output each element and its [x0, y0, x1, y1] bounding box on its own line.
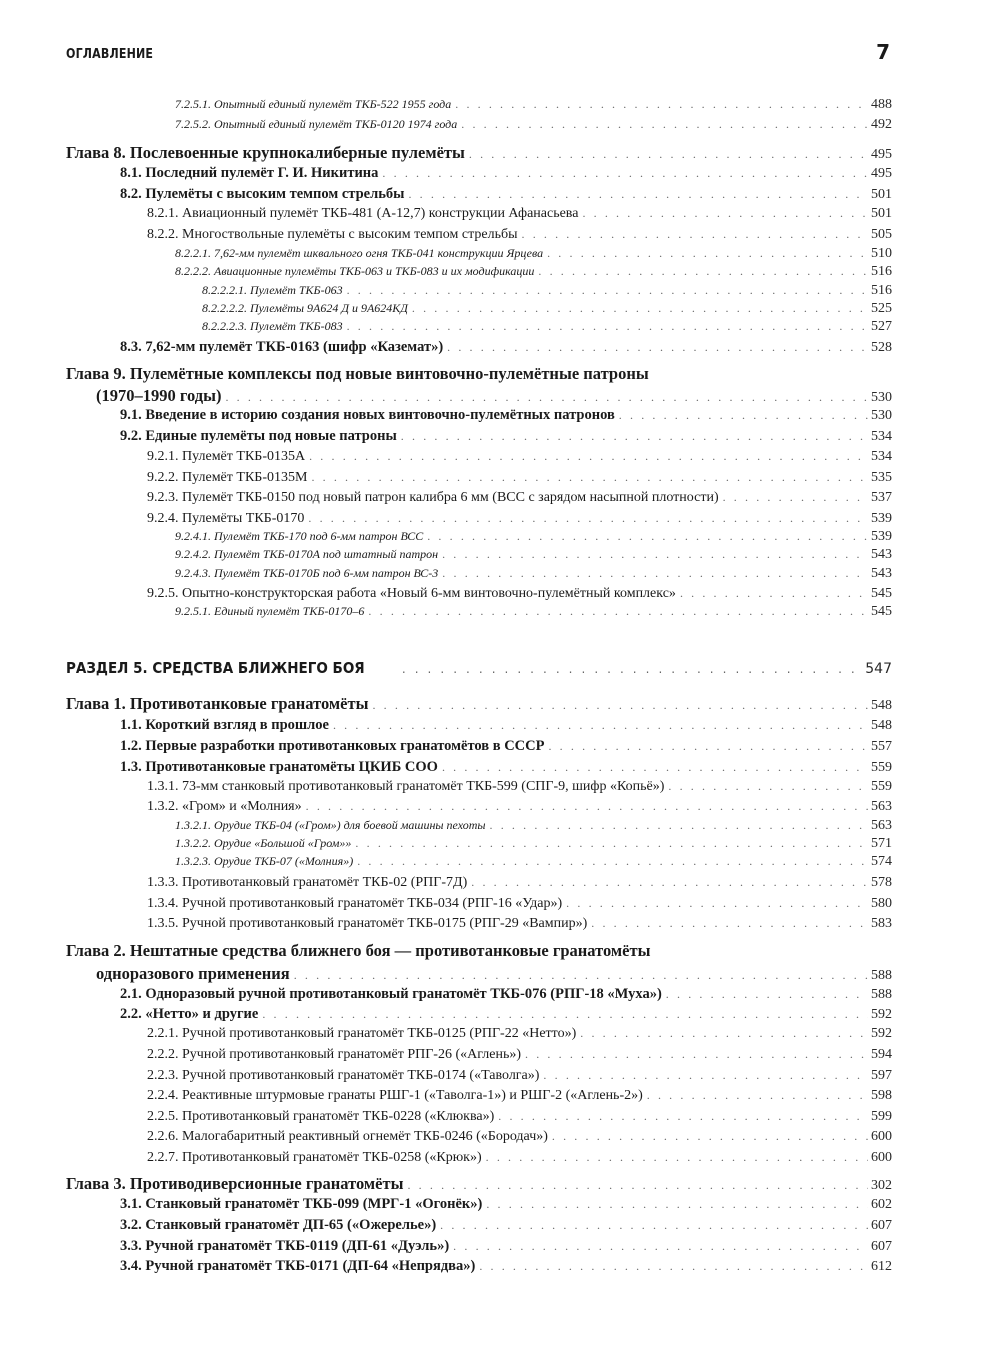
toc-page-number: 597 — [871, 1068, 892, 1083]
toc-entry — [120, 1197, 892, 1212]
dot-leader — [311, 471, 868, 483]
toc-entry — [175, 605, 892, 619]
toc-page-number: 563 — [871, 818, 892, 833]
toc-page-number: 588 — [871, 968, 892, 983]
toc-page-number: 501 — [871, 187, 892, 202]
toc-entry — [66, 943, 892, 960]
toc-entry-title: 8.2.2.2.2. Пулемёты 9А624 Д и 9А624КД — [202, 301, 408, 315]
toc-entry — [66, 145, 892, 162]
dot-leader — [427, 530, 868, 542]
toc-entry-title: 8.2.2.2.3. Пулемёт ТКБ-083 — [202, 319, 343, 333]
toc-page-number: 495 — [871, 147, 892, 162]
toc-page-number: 548 — [871, 698, 892, 713]
dot-leader — [591, 917, 868, 929]
toc-entry — [147, 917, 892, 931]
toc-entry — [120, 1259, 892, 1274]
dot-leader — [486, 1198, 868, 1210]
toc-page-number: 545 — [871, 586, 892, 601]
toc-entry-title: 8.1. Последний пулемёт Г. И. Никитина — [120, 165, 379, 181]
toc-entry-title: 1.3.2.2. Орудие «Большой «Гром»» — [175, 836, 352, 850]
toc-entry — [120, 987, 892, 1002]
toc-entry-title: 9.2.4.3. Пулемёт ТКБ-0170Б под 6-мм патрон ВС-3 — [175, 566, 439, 580]
toc-entry-title: 9.2.1. Пулемёт ТКБ-0135А — [147, 449, 306, 464]
dot-leader — [401, 430, 868, 442]
toc-entry — [147, 207, 892, 221]
toc-entry — [147, 1110, 892, 1124]
toc-page-number: 539 — [871, 511, 892, 526]
dot-leader — [447, 341, 868, 353]
toc-page-number: 580 — [871, 896, 892, 911]
toc-page-number: 607 — [871, 1218, 892, 1233]
toc-page-number: 545 — [871, 604, 892, 619]
toc-entry-title: 2.2.3. Ручной противотанковый гранатомёт ТКБ-0174 («Таволга») — [147, 1068, 540, 1083]
dot-leader — [382, 167, 868, 179]
toc-entry-title: 9.2. Единые пулемёты под новые патроны — [120, 428, 397, 444]
toc-page-number: 525 — [871, 301, 892, 316]
toc-page-number: 535 — [871, 470, 892, 485]
dot-leader — [294, 969, 868, 981]
dot-leader — [479, 1260, 868, 1272]
dot-leader — [440, 1219, 868, 1231]
dot-leader — [408, 188, 868, 200]
dot-leader — [309, 450, 868, 462]
toc-entry — [147, 471, 892, 485]
toc-page-number: 516 — [871, 264, 892, 279]
toc-page-number: 543 — [871, 547, 892, 562]
dot-leader — [522, 228, 869, 240]
toc-entry-title: 1.3.1. 73-мм станковый противотанковый гранатомёт ТКБ-599 (СПГ-9, шифр «Копьё») — [147, 779, 665, 794]
toc-entry-title: 3.1. Станковый гранатомёт ТКБ-099 (МРГ-1 «Огонёк») — [120, 1196, 483, 1212]
toc-entry-title: Глава 1. Противотанковые гранатомёты — [66, 694, 369, 713]
dot-leader — [566, 897, 868, 909]
toc-entry-title: 9.2.3. Пулемёт ТКБ-0150 под новый патрон калибра 6 мм (ВСС с зарядом насыпной плотности) — [147, 490, 719, 505]
dot-leader — [262, 1008, 868, 1020]
toc-page-number: 594 — [871, 1047, 892, 1062]
toc-entry-title: 9.2.5. Опытно-конструкторская работа «Новый 6-мм винтовочно-пулемётный комплекс» — [147, 586, 676, 601]
toc-page-number: 588 — [871, 987, 892, 1002]
toc-page-number: 501 — [871, 206, 892, 221]
toc-entry — [120, 1239, 892, 1254]
toc-page-number: 488 — [871, 97, 892, 112]
toc-entry — [175, 247, 892, 261]
toc-entry — [147, 228, 892, 242]
dot-leader — [308, 512, 868, 524]
toc-entry — [202, 302, 892, 316]
toc-entry-title: 7.2.5.1. Опытный единый пулемёт ТКБ-522 1955 года — [175, 97, 452, 111]
dot-leader — [368, 605, 868, 617]
toc-entry — [175, 530, 892, 544]
toc-entry-title: 8.3. 7,62-мм пулемёт ТКБ-0163 (шифр «Каземат») — [120, 339, 444, 355]
dot-leader — [498, 1110, 868, 1122]
toc-page-number: 607 — [871, 1239, 892, 1254]
toc-entry — [147, 1069, 892, 1083]
page-header — [60, 36, 890, 70]
toc-page-number: 571 — [871, 836, 892, 851]
toc-entry-title: 3.3. Ручной гранатомёт ТКБ-0119 (ДП-61 «Дуэль») — [120, 1238, 450, 1254]
dot-leader — [668, 780, 868, 792]
dot-leader — [543, 1069, 868, 1081]
toc-entry — [175, 819, 892, 833]
toc-entry-title: РАЗДЕЛ 5. СРЕДСТВА БЛИЖНЕГО БОЯ — [66, 659, 365, 677]
toc-entry-title: 8.2.2.2. Авиационные пулемёты ТКБ-063 и ТКБ-083 и их модификации — [175, 264, 535, 278]
toc-page-number: 592 — [871, 1007, 892, 1022]
toc-page-number: 557 — [871, 739, 892, 754]
dot-leader — [402, 663, 862, 675]
toc-entry-title: (1970–1990 годы) — [96, 386, 222, 405]
toc-entry — [120, 739, 892, 754]
toc-entry — [147, 876, 892, 890]
toc-entry-title: Глава 3. Противодиверсионные гранатомёты — [66, 1174, 404, 1193]
toc-page-number: 592 — [871, 1026, 892, 1041]
toc-page-number: 534 — [871, 449, 892, 464]
toc-entry — [120, 760, 892, 775]
toc-entry — [66, 1176, 892, 1193]
toc-entry — [147, 897, 892, 911]
dot-leader — [442, 548, 868, 560]
toc-entry-title: одноразового применения — [96, 964, 290, 983]
toc-entry — [66, 696, 892, 713]
toc-page-number: 505 — [871, 227, 892, 242]
dot-leader — [442, 761, 868, 773]
toc-entry — [175, 118, 892, 132]
dot-leader — [455, 98, 868, 110]
dot-leader — [490, 819, 868, 831]
dot-leader — [469, 148, 868, 160]
dot-leader — [723, 491, 868, 503]
toc-entry-title: 8.2.2. Многоствольные пулемёты с высоким темпом стрельбы — [147, 227, 518, 242]
toc-entry — [147, 1048, 892, 1062]
toc-entry — [120, 408, 892, 423]
dot-leader — [357, 855, 868, 867]
toc-entry-title: 2.2.2. Ручной противотанковый гранатомёт РПГ-26 («Аглень») — [147, 1047, 522, 1062]
toc-entry-title: 9.2.2. Пулемёт ТКБ-0135М — [147, 470, 308, 485]
toc-page-number: 537 — [871, 490, 892, 505]
dot-leader — [333, 719, 868, 731]
toc-entry — [147, 800, 892, 814]
toc-entry-title: 1.3.5. Ручной противотанковый гранатомёт ТКБ-0175 (РПГ-29 «Вампир») — [147, 916, 588, 931]
toc-page-number: 530 — [871, 408, 892, 423]
toc-entry — [120, 187, 892, 202]
toc-entry-title: 8.2.1. Авиационный пулемёт ТКБ-481 (А-12,7) конструкции Афанасьева — [147, 206, 579, 221]
toc-entry — [147, 491, 892, 505]
toc-entry-title: 1.3.2.3. Орудие ТКБ-07 («Молния») — [175, 854, 354, 868]
dot-leader — [306, 800, 868, 812]
dot-leader — [552, 1130, 868, 1142]
toc-page-number: 510 — [871, 246, 892, 261]
toc-entry — [175, 548, 892, 562]
toc-entry — [120, 1218, 892, 1233]
dot-leader — [347, 284, 868, 296]
toc-entry-title: 2.2.1. Ручной противотанковый гранатомёт ТКБ-0125 (РПГ-22 «Нетто») — [147, 1026, 577, 1041]
running-head-title: ОГЛАВЛЕНИЕ — [66, 46, 154, 62]
page-number: 7 — [876, 40, 890, 64]
dot-leader — [525, 1048, 868, 1060]
dot-leader — [666, 988, 868, 1000]
toc-entry — [120, 166, 892, 181]
toc-entry — [120, 1007, 892, 1022]
toc-page-number: 516 — [871, 283, 892, 298]
toc-entry-title: 1.3.2.1. Орудие ТКБ-04 («Гром») для боевой машины пехоты — [175, 818, 486, 832]
toc-entry — [96, 966, 892, 983]
dot-leader — [442, 567, 868, 579]
toc-entry — [147, 780, 892, 794]
dot-leader — [547, 247, 868, 259]
toc-entry-title: Глава 2. Нештатные средства ближнего боя — противотанковые гранатомёты — [66, 941, 651, 960]
toc-entry — [147, 1151, 892, 1165]
toc-entry-title: 1.3.3. Противотанковый гранатомёт ТКБ-02 (РПГ-7Д) — [147, 875, 468, 890]
toc-entry-title: 3.4. Ручной гранатомёт ТКБ-0171 (ДП-64 «Непрядва») — [120, 1258, 476, 1274]
toc-page-number: 534 — [871, 429, 892, 444]
toc-entry-title: 2.2.4. Реактивные штурмовые гранаты РШГ-1 («Таволга-1») и РШГ-2 («Аглень-2») — [147, 1088, 643, 1103]
toc-entry-title: 9.2.5.1. Единый пулемёт ТКБ-0170–6 — [175, 604, 365, 618]
toc-entry — [175, 567, 892, 581]
toc-entry — [120, 429, 892, 444]
toc-entry — [202, 320, 892, 334]
toc-entry-title: Глава 9. Пулемётные комплексы под новые винтовочно-пулемётные патроны — [66, 364, 649, 383]
toc-entry — [147, 1027, 892, 1041]
toc-page-number: 528 — [871, 340, 892, 355]
toc-entry-title: 7.2.5.2. Опытный единый пулемёт ТКБ-0120 1974 года — [175, 117, 458, 131]
toc-page-number: 583 — [871, 916, 892, 931]
dot-leader — [453, 1240, 868, 1252]
dot-leader — [471, 876, 868, 888]
dot-leader — [538, 265, 868, 277]
dot-leader — [355, 837, 868, 849]
toc-entry-title: 2.2. «Нетто» и другие — [120, 1006, 259, 1022]
dot-leader — [407, 1179, 868, 1191]
toc-page-number: 495 — [871, 166, 892, 181]
dot-leader — [412, 302, 868, 314]
toc-page-number: 612 — [871, 1259, 892, 1274]
toc-entry-title: 1.1. Короткий взгляд в прошлое — [120, 717, 329, 733]
toc-entry-title: 1.3.4. Ручной противотанковый гранатомёт ТКБ-034 (РПГ-16 «Удар») — [147, 896, 563, 911]
toc-page-number: 548 — [871, 718, 892, 733]
dot-leader — [680, 587, 868, 599]
toc-entry-title: 1.3.2. «Гром» и «Молния» — [147, 799, 302, 814]
dot-leader — [461, 118, 868, 130]
toc-page-number: 302 — [871, 1178, 892, 1193]
toc-entry-title: 2.2.5. Противотанковый гранатомёт ТКБ-0228 («Клюква») — [147, 1109, 495, 1124]
toc-page-number: 563 — [871, 799, 892, 814]
dot-leader — [647, 1089, 868, 1101]
toc-entry — [66, 366, 892, 383]
toc-entry — [202, 284, 892, 298]
toc-page-number: 530 — [871, 390, 892, 405]
toc-entry — [147, 1130, 892, 1144]
toc-entry-title: 9.2.4. Пулемёты ТКБ-0170 — [147, 511, 305, 526]
toc-entry-title: 1.2. Первые разработки противотанковых гранатомётов в СССР — [120, 738, 545, 754]
toc-entry-title: 9.2.4.2. Пулемёт ТКБ-0170А под штатный патрон — [175, 547, 439, 561]
toc-page-number: 600 — [871, 1129, 892, 1144]
dot-leader — [372, 699, 868, 711]
toc-page-number: 527 — [871, 319, 892, 334]
toc-entry — [120, 340, 892, 355]
toc-entry — [175, 837, 892, 851]
toc-entry — [96, 388, 892, 405]
dot-leader — [580, 1027, 868, 1039]
dot-leader — [582, 207, 868, 219]
dot-leader — [347, 320, 868, 332]
toc-page-number: 539 — [871, 529, 892, 544]
toc-entry-title: 1.3. Противотанковые гранатомёты ЦКИБ СОО — [120, 759, 438, 775]
toc-entry — [120, 718, 892, 733]
toc-entry — [66, 661, 892, 676]
toc-entry — [175, 98, 892, 112]
toc-page-number: 599 — [871, 1109, 892, 1124]
toc-entry-title: 8.2.2.1. 7,62-мм пулемёт шквального огня ТКБ-041 конструкции Ярцева — [175, 246, 544, 260]
dot-leader — [486, 1151, 868, 1163]
toc-entry-title: 8.2. Пулемёты с высоким темпом стрельбы — [120, 186, 405, 202]
toc-page-number: 547 — [865, 661, 892, 677]
toc-page-number: 574 — [871, 854, 892, 869]
toc-entry-title: 8.2.2.2.1. Пулемёт ТКБ-063 — [202, 283, 343, 297]
toc-entry — [147, 512, 892, 526]
toc-entry-title: Глава 8. Послевоенные крупнокалиберные пулемёты — [66, 143, 465, 162]
toc-entry — [175, 855, 892, 869]
toc-entry — [175, 265, 892, 279]
toc-page-number: 600 — [871, 1150, 892, 1165]
toc-entry-title: 9.1. Введение в историю создания новых винтовочно-пулемётных патронов — [120, 407, 615, 423]
toc-page-number: 578 — [871, 875, 892, 890]
toc-entry-title: 9.2.4.1. Пулемёт ТКБ-170 под 6-мм патрон ВСС — [175, 529, 424, 543]
toc-page-number: 543 — [871, 566, 892, 581]
toc-page-number: 598 — [871, 1088, 892, 1103]
toc-entry — [147, 1089, 892, 1103]
dot-leader — [619, 409, 868, 421]
toc-entry — [147, 450, 892, 464]
toc-entry — [147, 587, 892, 601]
toc-entry-title: 2.2.6. Малогабаритный реактивный огнемёт ТКБ-0246 («Бородач») — [147, 1129, 548, 1144]
toc-entry-title: 2.1. Одноразовый ручной противотанковый гранатомёт ТКБ-076 (РПГ-18 «Муха») — [120, 986, 662, 1002]
toc-entry-title: 3.2. Станковый гранатомёт ДП-65 («Ожерелье») — [120, 1217, 437, 1233]
toc-page-number: 492 — [871, 117, 892, 132]
toc-page-number: 559 — [871, 760, 892, 775]
toc-page-number: 559 — [871, 779, 892, 794]
dot-leader — [225, 391, 868, 403]
toc-page-number: 602 — [871, 1197, 892, 1212]
toc-entry-title: 2.2.7. Противотанковый гранатомёт ТКБ-0258 («Крюк») — [147, 1150, 482, 1165]
dot-leader — [548, 740, 868, 752]
